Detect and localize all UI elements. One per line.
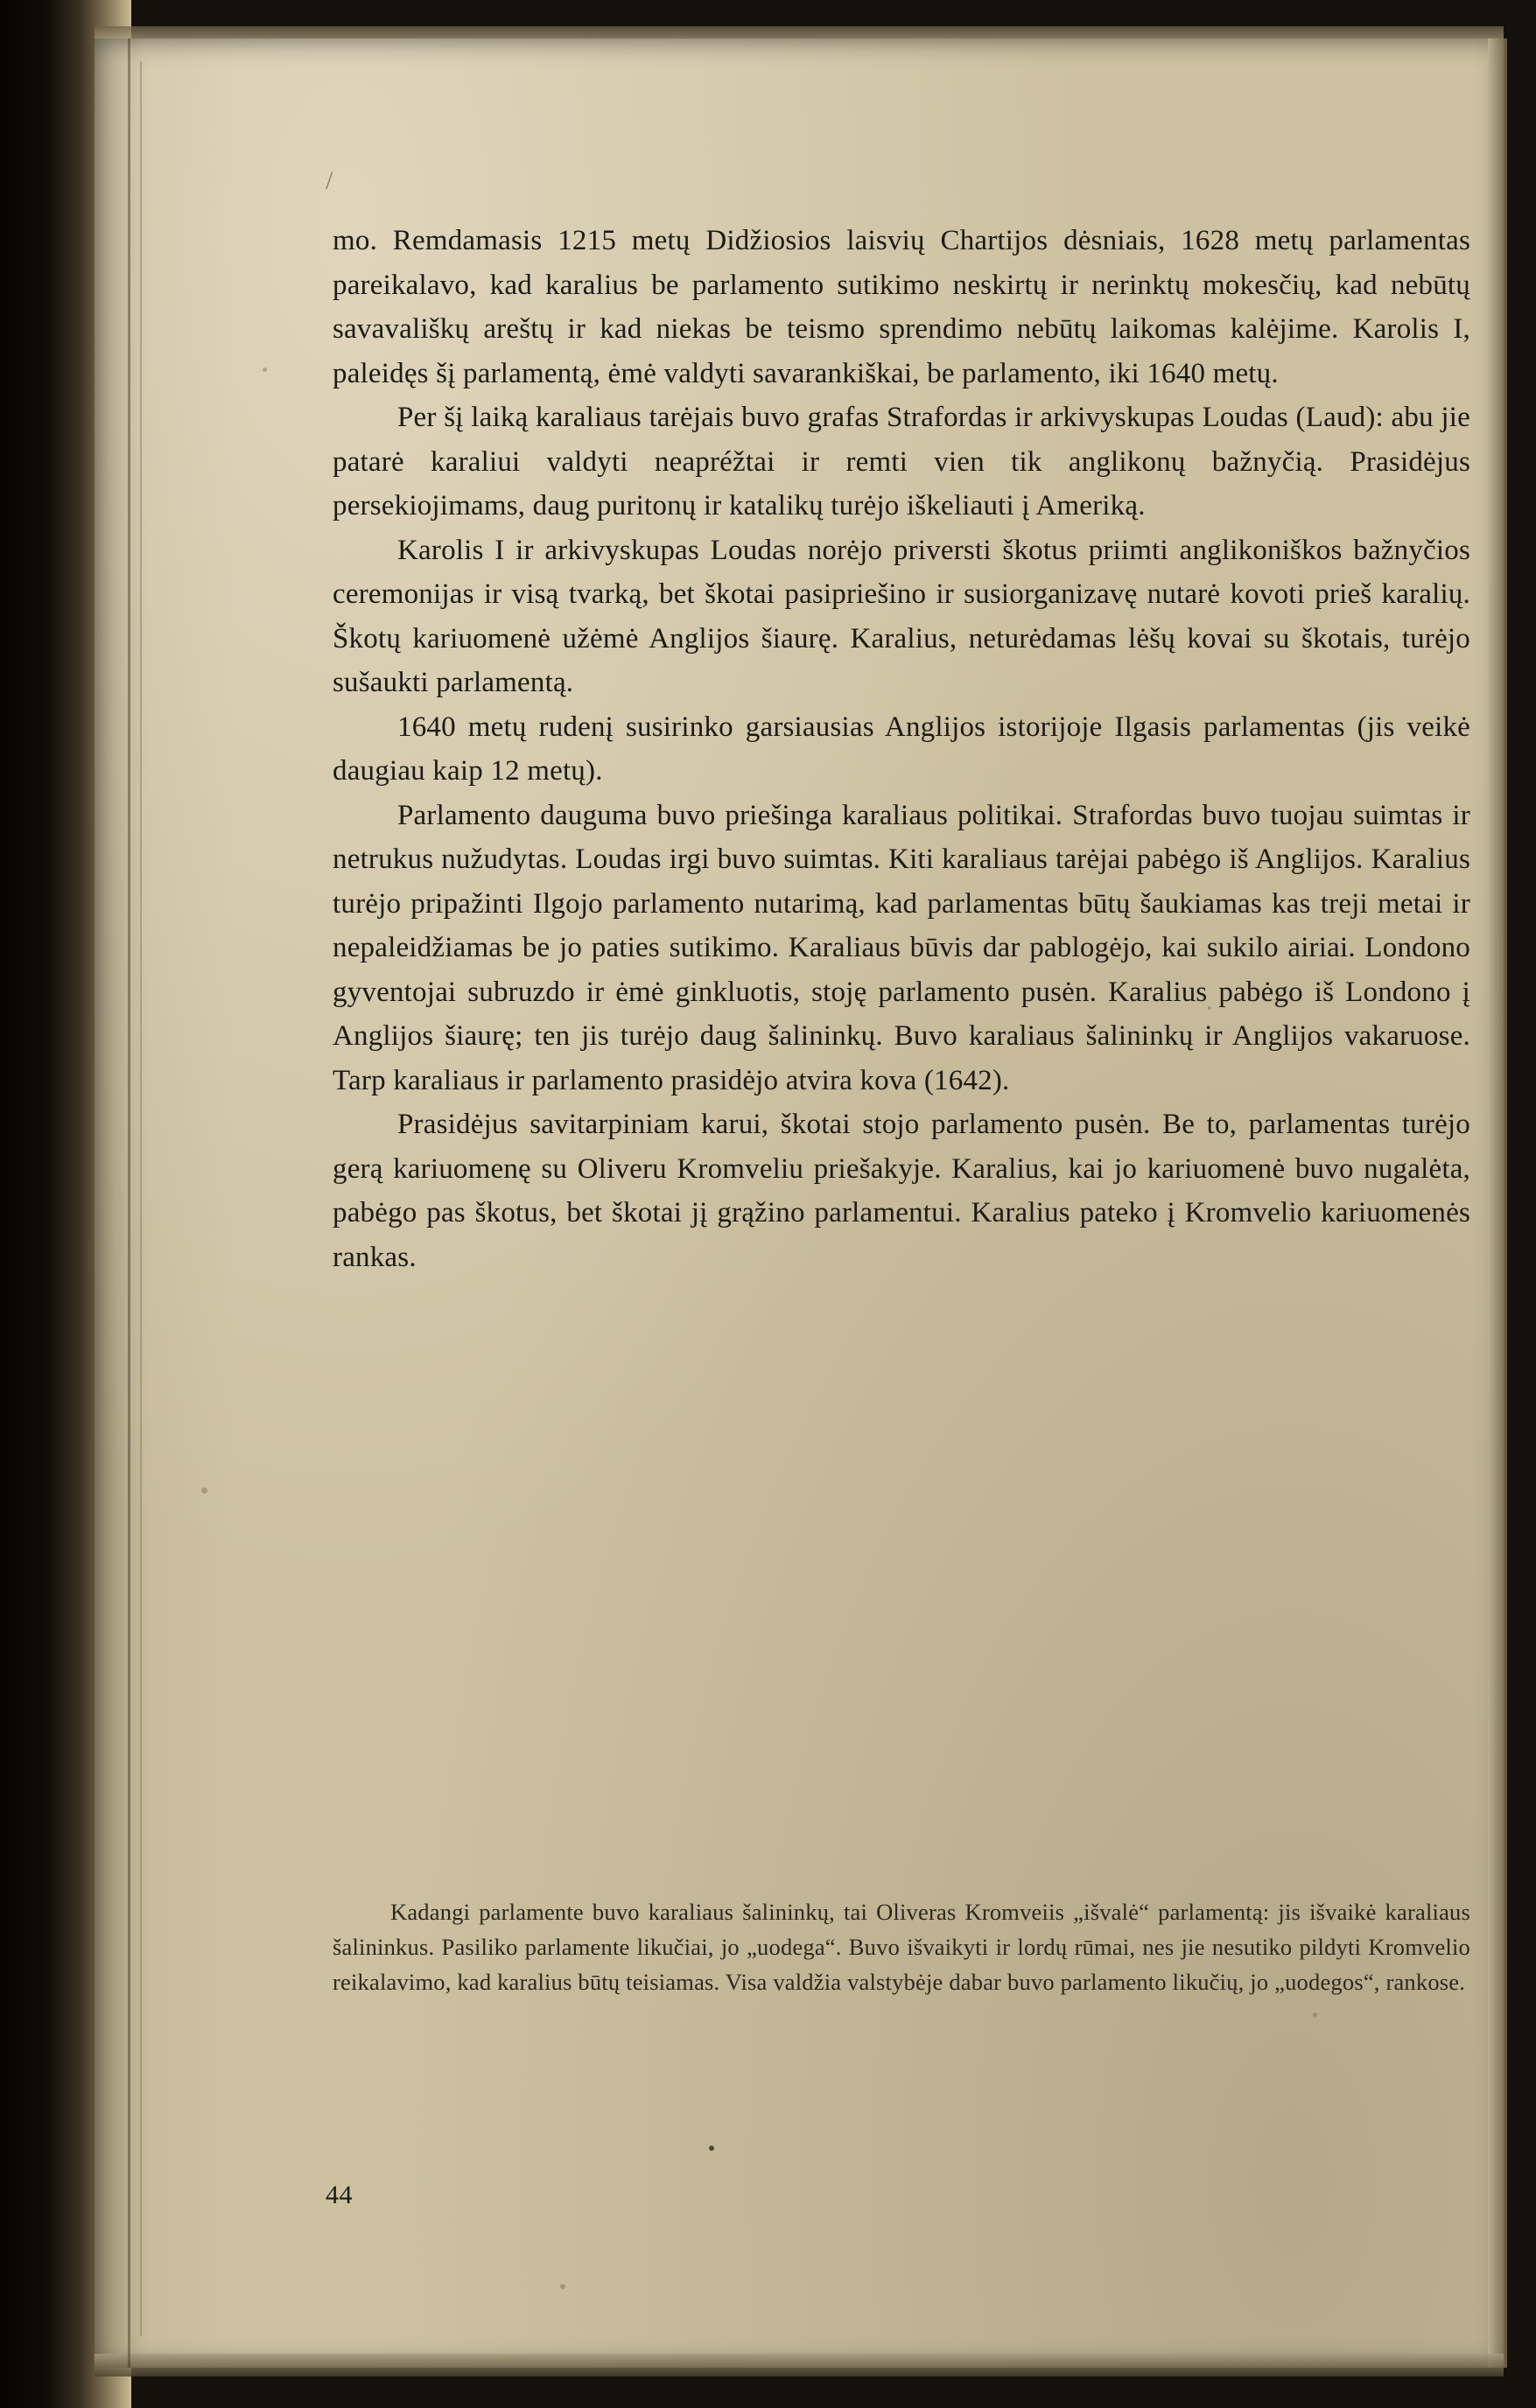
paragraph-6: Prasidėjus savitarpiniam karui, škotai stojo parlamento pusėn. Be to, parlamentas turėjo gerą kariuomenę su Oliveru Kromveliu priešakyje. Karalius, kai jo kariuomenė buvo nugalėta, pabėgo pas škotus, bet škotai jį grąžino parlamentui. Karalius pateko į Kromvelio kariuomenės rankas. [333, 1109, 1470, 1273]
page-edge-bottom [95, 2354, 1504, 2376]
paragraph-1: mo. Remdamasis 1215 metų Didžiosios laisvių Chartijos dėsniais, 1628 metų parlamentas pareikalavo, kad karalius be parlamento sutikimo neskirtų ir nerinktų mokesčių, kad nebūtų savavališkų areštų ir kad niekas be teismo sprendimo nebūtų laikomas kalėjime. Karolis I, paleidęs šį parlamentą, ėmė valdyti savarankiškai, be parlamento, iki 1640 metų. [333, 225, 1470, 389]
paragraph-5: Parlamento dauguma buvo priešinga karaliaus politikai. Strafordas buvo tuojau suimtas ir netrukus nužudytas. Loudas irgi buvo suimtas. Kiti karaliaus tarėjai pabėgo iš Anglijos. Karalius turėjo pripažinti Ilgojo parlamento nutarimą, kad parlamentas būtų šaukiamas kas treji metai ir nepaleidžiamas be jo paties sutikimo. Karaliaus būvis dar pablogėjo, kai sukilo airiai. Londono gyventojai subruzdo ir ėmė ginkluotis, stoję parlamento pusėn. Karalius pabėgo iš Londono į Anglijos šiaurę; ten jis turėjo daug šalininkų. Buvo karaliaus šalininkų ir Anglijos vakaruose. Tarp karaliaus ir parlamento prasidėjo atvira kova (1642). [333, 799, 1470, 1096]
paragraph-3: Karolis I ir arkivyskupas Loudas norėjo priversti škotus priimti anglikoniškos bažnyčios ceremonijas ir visą tvarką, bet škotai pasipriešino ir susiorganizavę nutarė kovoti prieš karalių. Škotų kariuomenė užėmė Anglijos šiaurę. Karalius, neturėdamas lėšų kovai su škotais, turėjo sušaukti parlamentą. [333, 534, 1470, 698]
paragraph-2: Per šį laiką karaliaus tarėjais buvo grafas Strafordas ir arkivyskupas Loudas (Laud): abu jie patarė karaliui valdyti neapréžtai ir remti vien tik anglikonų bažnyčią. Prasidėjus persekiojimams, daug puritonų ir katalikų turėjo iškeliauti į Ameriką. [333, 402, 1470, 522]
page-number: 44 [326, 2180, 353, 2209]
stray-ink-dot [709, 2146, 714, 2151]
page-crease-line-secondary [140, 61, 142, 2336]
body-text-column [333, 219, 1470, 1279]
page-edge-right [1488, 38, 1507, 2368]
footnote-block [333, 1894, 1470, 1999]
footnote-text: Kadangi parlamente buvo karaliaus šalininkų, tai Oliveras Kromveiis „išvalė“ parlamentą: jis išvaikė karaliaus šalininkus. Pasiliko parlamente likučiai, jo „uodega“. Buvo išvaikyti ir lordų rūmai, nes jie nesutiko pildyti Kromvelio reikalavimo, kad karalius būtų teisiamas. Visa valdžia valstybėje dabar buvo parlamento likučių, jo „uodegos“, rankose. [333, 1899, 1470, 1995]
paragraph-4: 1640 metų rudenį susirinko garsiausias Anglijos istorijoje Ilgasis parlamentas (jis veikė daugiau kaip 12 metų). [333, 710, 1470, 787]
paper-speck [1313, 2012, 1317, 2017]
page-crease-line [128, 38, 130, 2368]
stray-pen-mark: / [326, 166, 333, 195]
paper-speck [263, 368, 267, 372]
paper-speck [560, 2284, 565, 2289]
paper-speck [201, 1488, 207, 1494]
